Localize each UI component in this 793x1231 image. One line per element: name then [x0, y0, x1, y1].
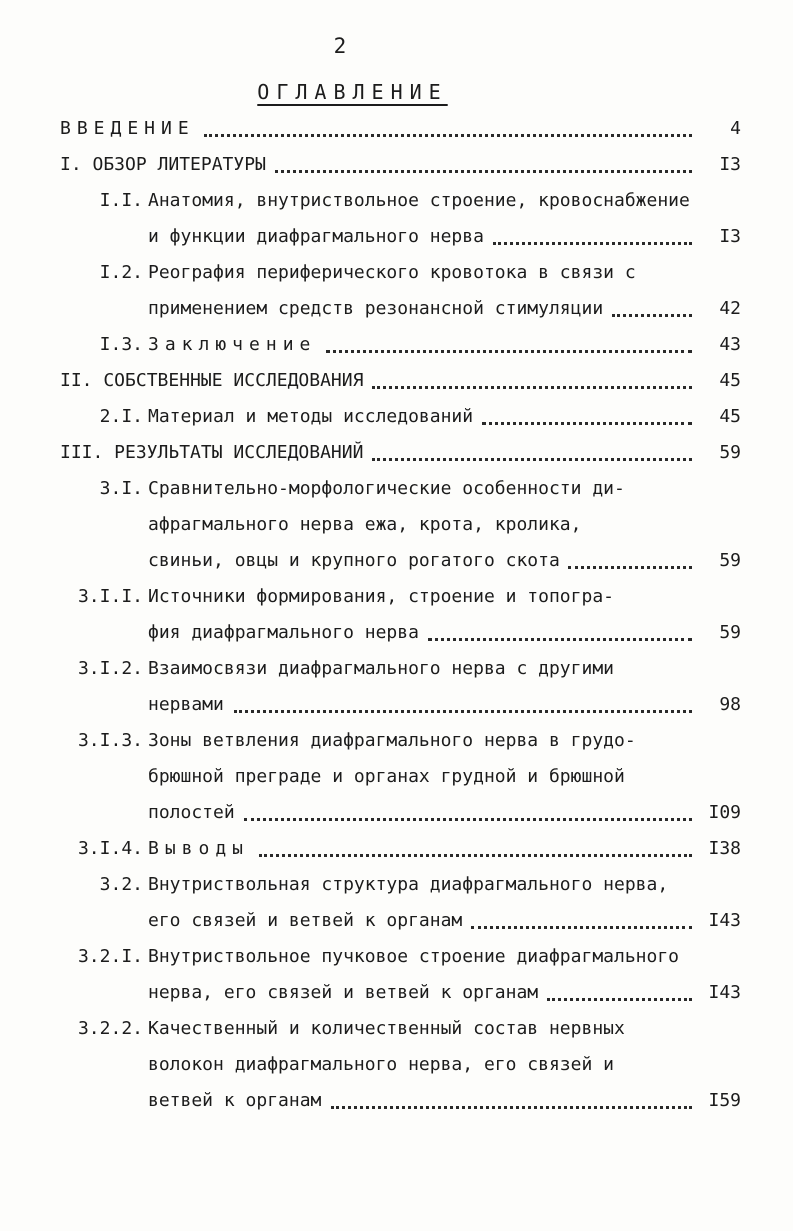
toc-entry-page: 59	[719, 550, 741, 571]
toc-entry-text: ВВЕДЕНИЕ	[60, 118, 195, 139]
toc-entry-text: брюшной преграде и органах грудной и брюшной	[148, 766, 625, 787]
toc-entry-text: III. РЕЗУЛЬТАТЫ ИССЛЕДОВАНИЙ	[60, 442, 364, 463]
toc-entry-number: 3.I.	[99, 478, 143, 499]
dot-leader	[326, 350, 692, 353]
toc-entry-line	[0, 726, 793, 756]
toc-entry-text: Реография периферического кровотока в связи с	[148, 262, 636, 283]
toc-entry-line	[0, 474, 793, 504]
toc-entry-text: Внутриствольная структура диафрагмального нерва,	[148, 874, 669, 895]
toc-entry-text: Зоны ветвления диафрагмального нерва в грудо-	[148, 730, 636, 751]
toc-entry-text: применением средств резонансной стимуляции	[148, 298, 604, 319]
toc-entry-number: 3.I.3.	[77, 730, 143, 751]
toc-entry-page: 59	[719, 442, 741, 463]
toc-entry-line	[0, 294, 793, 324]
toc-entry-number: 3.2.	[99, 874, 143, 895]
toc-entry-page: 45	[719, 370, 741, 391]
toc-entry-line	[0, 870, 793, 900]
toc-entry-number: 2.I.	[99, 406, 143, 427]
toc-entry-text: Заключение	[148, 334, 317, 355]
dot-leader	[482, 422, 692, 425]
dot-leader	[372, 458, 692, 461]
toc-entry-text: Взаимосвязи диафрагмального нерва с другими	[148, 658, 614, 679]
toc-entry-text: ветвей к органам	[148, 1090, 322, 1111]
toc-entry-line	[0, 330, 793, 360]
toc-entry-line	[0, 150, 793, 180]
toc-entry-line	[0, 582, 793, 612]
toc-entry-text: нервами	[148, 694, 224, 715]
toc-entry-page: I43	[708, 982, 741, 1003]
toc-entry-number: 3.2.I.	[77, 946, 143, 967]
toc-entry-text: Источники формирования, строение и топогра-	[148, 586, 614, 607]
toc-entry-line	[0, 762, 793, 792]
toc-entry-line	[0, 618, 793, 648]
toc-entry-text: и функции диафрагмального нерва	[148, 226, 484, 247]
toc-entry-page: 59	[719, 622, 741, 643]
toc-entry-line	[0, 654, 793, 684]
toc-entry-text: волокон диафрагмального нерва, его связей и	[148, 1054, 614, 1075]
dot-leader	[471, 926, 692, 929]
page-number: 2	[333, 34, 347, 58]
toc-entry-text: II. СОБСТВЕННЫЕ ИССЛЕДОВАНИЯ	[60, 370, 364, 391]
toc-entry-line	[0, 222, 793, 252]
toc-entry-text: Сравнительно-морфологические особенности ди-	[148, 478, 625, 499]
toc-entry-text: полостей	[148, 802, 235, 823]
toc-title-text: ОГЛАВЛЕНИЕ	[257, 80, 448, 104]
dot-leader	[275, 170, 692, 173]
toc-entry-line	[0, 366, 793, 396]
toc-entry-page: 4	[730, 118, 741, 139]
dot-leader	[612, 314, 692, 317]
dot-leader	[331, 1106, 692, 1109]
toc-entry-number: 3.2.2.	[77, 1018, 143, 1039]
toc-entry-page: 42	[719, 298, 741, 319]
toc-entry-line	[0, 186, 793, 216]
toc-entry-line	[0, 690, 793, 720]
toc-entry-number: 3.I.I.	[77, 586, 143, 607]
toc-entry-text: нерва, его связей и ветвей к органам	[148, 982, 539, 1003]
toc-entry-line	[0, 978, 793, 1008]
dot-leader	[204, 134, 692, 137]
dot-leader	[372, 386, 692, 389]
toc-entry-text: фия диафрагмального нерва	[148, 622, 419, 643]
toc-entry-number: 3.I.2.	[77, 658, 143, 679]
toc-entry-page: I3	[719, 154, 741, 175]
toc-entry-page: I3	[719, 226, 741, 247]
toc-entry-line	[0, 402, 793, 432]
toc-entry-text: I. ОБЗОР ЛИТЕРАТУРЫ	[60, 154, 266, 175]
toc-entry-line	[0, 906, 793, 936]
toc-entry-text: афрагмального нерва ежа, крота, кролика,	[148, 514, 582, 535]
toc-entry-page: 43	[719, 334, 741, 355]
toc-entry-page: I09	[708, 802, 741, 823]
toc-entry-text: свиньи, овцы и крупного рогатого скота	[148, 550, 560, 571]
toc-entry-line	[0, 438, 793, 468]
toc-entry-text: его связей и ветвей к органам	[148, 910, 463, 931]
dot-leader	[547, 998, 692, 1001]
toc-entry-text: Качественный и количественный состав нервных	[148, 1018, 625, 1039]
toc-entry-number: 3.I.4.	[77, 838, 143, 859]
toc-entry-line	[0, 942, 793, 972]
toc-entry-line	[0, 546, 793, 576]
toc-entry-page: 45	[719, 406, 741, 427]
toc-entry-text: Анатомия, внутриствольное строение, кровоснабжение	[148, 190, 690, 211]
toc-entry-number: I.2.	[99, 262, 143, 283]
toc-entry-line	[0, 510, 793, 540]
dot-leader	[234, 710, 692, 713]
toc-entry-line	[0, 834, 793, 864]
toc-title	[0, 80, 705, 104]
toc-entry-number: I.I.	[99, 190, 143, 211]
toc-entry-line	[0, 1050, 793, 1080]
toc-entry-text: Материал и методы исследований	[148, 406, 474, 427]
toc-entry-page: 98	[719, 694, 741, 715]
toc-entry-page: I43	[708, 910, 741, 931]
toc-entry-number: I.3.	[99, 334, 143, 355]
toc-entry-line	[0, 1086, 793, 1116]
toc-entry-line	[0, 258, 793, 288]
toc-entry-page: I59	[708, 1090, 741, 1111]
dot-leader	[244, 818, 692, 821]
dot-leader	[428, 638, 692, 641]
toc-entry-line	[0, 1014, 793, 1044]
toc-entry-line	[0, 798, 793, 828]
dot-leader	[259, 854, 692, 857]
dot-leader	[568, 566, 692, 569]
dot-leader	[493, 242, 692, 245]
toc-entry-line	[0, 114, 793, 144]
toc-entry-text: Внутриствольное пучковое строение диафрагмального	[148, 946, 680, 967]
toc-entry-text: Выводы	[148, 838, 250, 859]
toc-entry-page: I38	[708, 838, 741, 859]
